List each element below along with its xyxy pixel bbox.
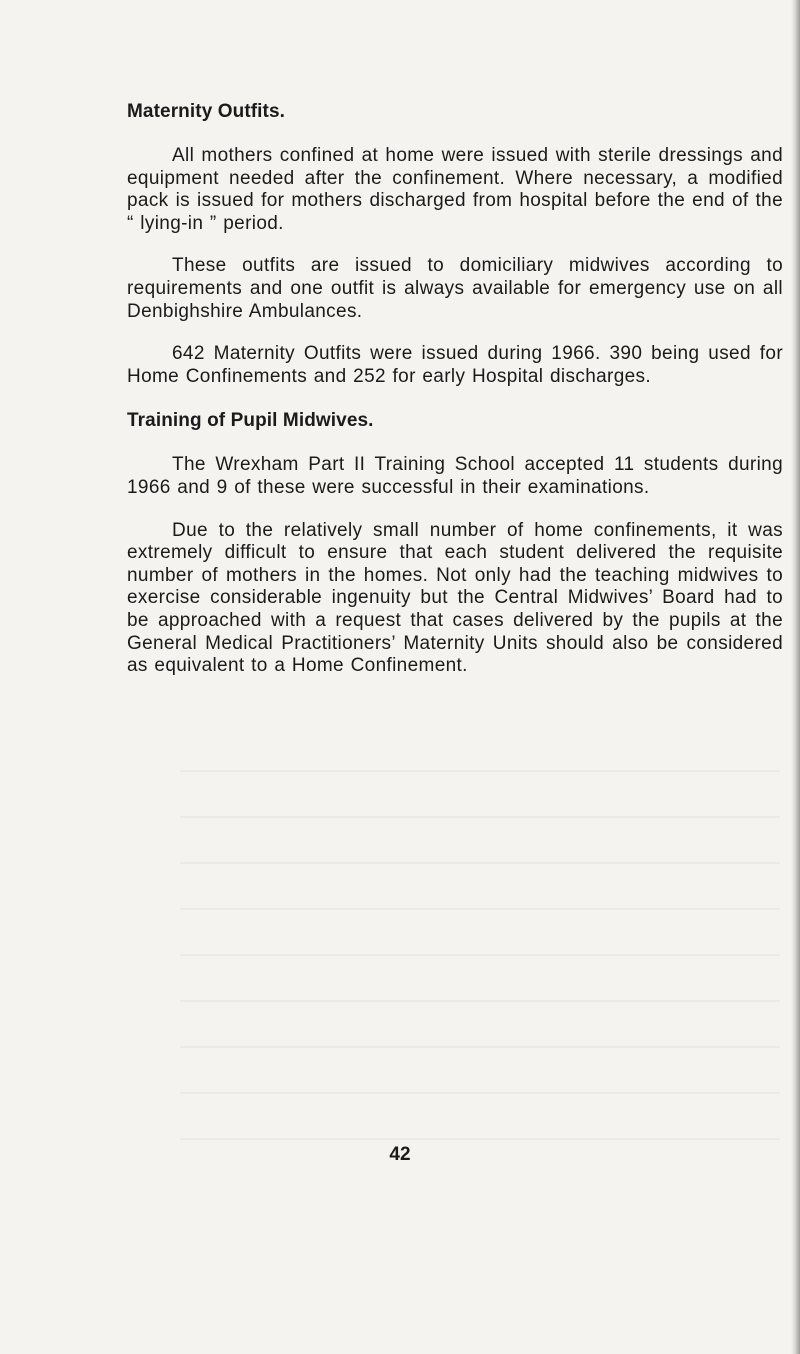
show-through-texture (180, 740, 780, 1160)
page-body (127, 100, 783, 678)
paragraph-outfit-counts: 642 Maternity Outfits were issued during 1966. 390 being used for Home Confinements and 252 for early Hospital discharges. (127, 343, 783, 387)
section-heading-training: Training of Pupil Midwives. (127, 410, 374, 432)
section-training-pupil-midwives (127, 409, 783, 677)
paragraph-training-school: The Wrexham Part II Training School accepted 11 students during 1966 and 9 of these were successful in their examinations. (127, 454, 783, 498)
paragraph-sterile-dressings: All mothers confined at home were issued with sterile dressings and equipment needed after the confinement. Where necessary, a modified pack is issued for mothers discharged from hospital before the end of the “ lying-in ” period. (127, 145, 783, 234)
page-number: 42 (389, 1144, 411, 1165)
paragraph-outfits-issued: These outfits are issued to domiciliary midwives according to requirements and one outfit is always available for emergency use on all Denbighshire Ambulances. (127, 255, 783, 322)
section-maternity-outfits (127, 100, 783, 388)
paragraph-home-confinements: Due to the relatively small number of home confinements, it was extremely difficult to ensure that each student delivered the requisite number of mothers in the homes. Not only had the teaching midwives to exercise considerable ingenuity but the Central Midwives’ Board had to be approached with a request that cases delivered by the pupils at the General Medical Practitioners’ Maternity Units should also be considered as equivalent to a Home Confinement. (127, 519, 783, 677)
section-heading-maternity-outfits: Maternity Outfits. (127, 101, 286, 122)
